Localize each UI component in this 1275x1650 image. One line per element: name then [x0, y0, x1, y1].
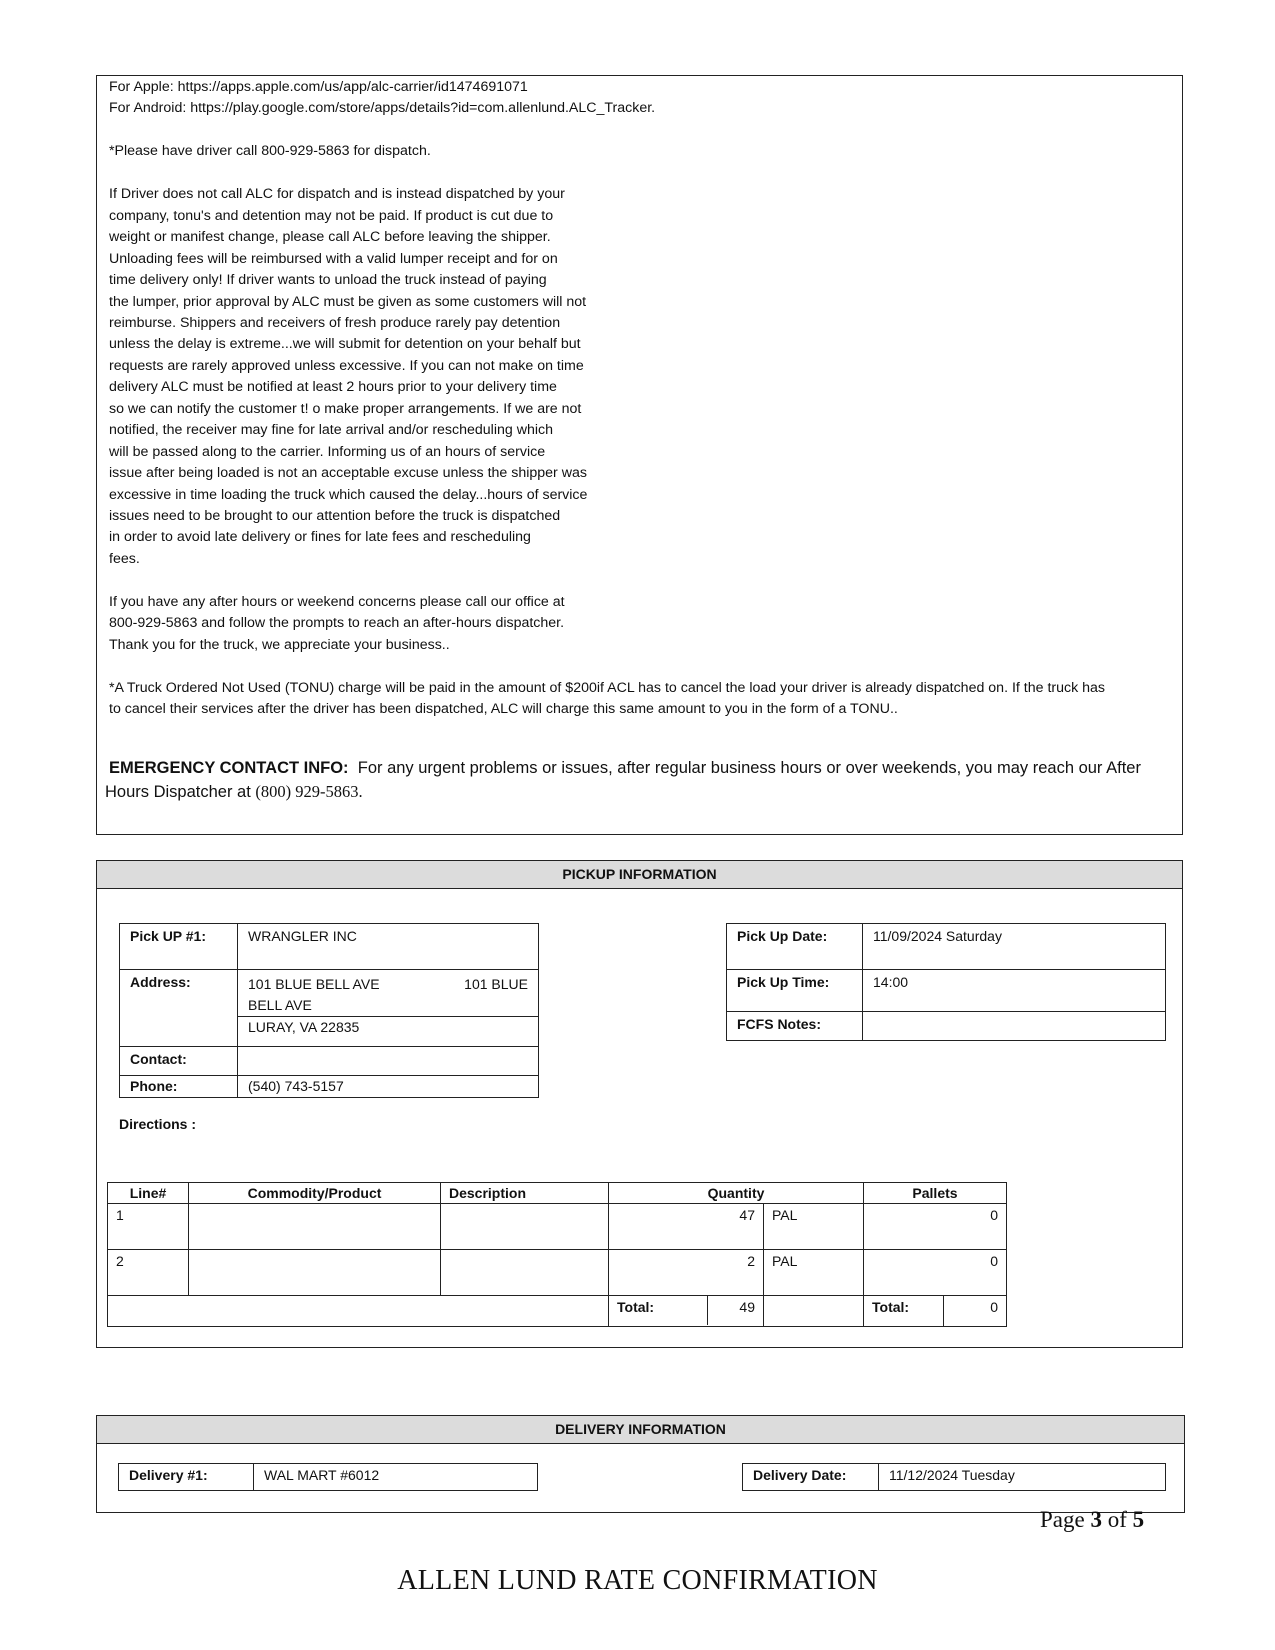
emergency-text-2: Hours Dispatcher at — [105, 783, 251, 801]
page-prefix: Page — [1040, 1507, 1085, 1532]
notes-line: *Please have driver call 800-929-5863 for dispatch. — [109, 143, 431, 160]
col-quantity: Quantity — [609, 1183, 864, 1204]
address-city: LURAY, VA 22835 — [238, 1017, 539, 1047]
address-value — [238, 970, 539, 1017]
fcfs-value — [863, 1012, 1166, 1041]
notes-line: For Apple: https://apps.apple.com/us/app/alc-carrier/id1474691071 — [109, 79, 528, 95]
page-of: of — [1107, 1507, 1127, 1532]
pickup-schedule-table — [726, 923, 1166, 1041]
directions-label: Directions : — [119, 1116, 197, 1132]
notes-line: notified, the receiver may fine for late arrival and/or rescheduling which — [109, 422, 553, 439]
notes-line: requests are rarely approved unless excessive. If you can not make on time — [109, 357, 584, 374]
col-description: Description — [441, 1183, 609, 1204]
notes-line: weight or manifest change, please call ALC before leaving the shipper. — [109, 229, 551, 246]
pickup-section — [96, 860, 1183, 1348]
emergency-contact-line-1 — [109, 757, 1141, 779]
page-number — [1040, 1507, 1144, 1533]
item-qty: 47 — [609, 1204, 764, 1250]
page-total: 5 — [1132, 1507, 1145, 1532]
total-pallets-label: Total: — [864, 1296, 944, 1327]
pickup-value: WRANGLER INC — [238, 924, 539, 970]
delivery-header: DELIVERY INFORMATION — [97, 1416, 1184, 1444]
address-line2: BELL AVE — [248, 997, 312, 1013]
notes-line: the lumper, prior approval by ALC must be given as some customers will not — [109, 293, 587, 310]
delivery-section — [96, 1415, 1185, 1513]
emergency-label: EMERGENCY CONTACT INFO: — [109, 759, 349, 777]
emergency-phone: (800) 929-5863. — [255, 782, 363, 801]
notes-line: to cancel their services after the driver has been dispatched, ALC will charge this same amount to you in the form of a TONU.. — [109, 701, 898, 718]
total-qty-value: 49 — [739, 1299, 755, 1315]
pickup-date-label: Pick Up Date: — [727, 924, 863, 970]
document-title: ALLEN LUND RATE CONFIRMATION — [397, 1565, 878, 1596]
delivery-schedule-table — [742, 1463, 1166, 1491]
pickup-date-value: 11/09/2024 Saturday — [863, 924, 1166, 970]
pickup-header: PICKUP INFORMATION — [97, 861, 1182, 889]
notes-line: unless the delay is extreme...we will submit for detention on your behalf but — [109, 336, 581, 353]
page-current: 3 — [1090, 1507, 1102, 1532]
item-qty: 2 — [609, 1250, 764, 1296]
delivery-location-table — [118, 1463, 538, 1491]
item-line: 2 — [108, 1250, 189, 1296]
pickup-label: Pick UP #1: — [120, 924, 238, 970]
address-line1: 101 BLUE BELL AVE — [248, 976, 380, 992]
delivery-value: WAL MART #6012 — [254, 1464, 538, 1491]
item-commodity — [189, 1204, 441, 1250]
notes-line: company, tonu's and detention may not be paid. If product is cut due to — [109, 207, 554, 224]
notes-line: fees. — [109, 550, 140, 567]
pickup-location-table — [119, 923, 539, 1098]
emergency-contact-line-2 — [105, 781, 363, 803]
notes-line: 800-929-5863 and follow the prompts to reach an after-hours dispatcher. — [109, 615, 565, 632]
col-pallets: Pallets — [864, 1183, 1007, 1204]
item-line: 1 — [108, 1204, 189, 1250]
totals-spacer — [108, 1296, 609, 1327]
notes-line: issues need to be brought to our attention before the truck is dispatched — [109, 508, 561, 524]
notes-line: *A Truck Ordered Not Used (TONU) charge will be paid in the amount of $200if ACL has to cancel the load your driver is already dispatched on. If the truck has — [109, 679, 1106, 696]
delivery-label: Delivery #1: — [119, 1464, 254, 1491]
delivery-date-value: 11/12/2024 Tuesday — [879, 1464, 1166, 1491]
item-description — [441, 1204, 609, 1250]
contact-value — [238, 1047, 539, 1076]
notes-line: time delivery only! If driver wants to unload the truck instead of paying — [109, 272, 547, 289]
notes-line: so we can notify the customer t! o make proper arrangements. If we are not — [109, 400, 582, 417]
emergency-text: For any urgent problems or issues, after regular business hours or over weekends, you may reach our After — [357, 759, 1141, 777]
notes-line: in order to avoid late delivery or fines for late fees and rescheduling — [109, 529, 531, 546]
item-unit: PAL — [764, 1250, 864, 1296]
totals-row — [108, 1296, 1007, 1327]
notes-line: If you have any after hours or weekend concerns please call our office at — [109, 593, 565, 610]
total-unit-spacer — [764, 1296, 864, 1327]
pickup-time-label: Pick Up Time: — [727, 970, 863, 1012]
item-description — [441, 1250, 609, 1296]
col-commodity: Commodity/Product — [189, 1183, 441, 1204]
item-pallets: 0 — [864, 1204, 1007, 1250]
phone-value: (540) 743-5157 — [238, 1076, 539, 1098]
table-row — [108, 1204, 1007, 1250]
contact-label: Contact: — [120, 1047, 238, 1076]
total-pallets-value: 0 — [944, 1296, 1007, 1327]
total-qty-label: Total: — [609, 1296, 708, 1325]
phone-label: Phone: — [120, 1076, 238, 1098]
item-unit: PAL — [764, 1204, 864, 1250]
carrier-notes-box — [96, 75, 1183, 835]
item-commodity — [189, 1250, 441, 1296]
table-row — [108, 1250, 1007, 1296]
delivery-date-label: Delivery Date: — [743, 1464, 879, 1491]
address-city-spacer — [120, 1017, 238, 1047]
address-label: Address: — [120, 970, 238, 1017]
notes-line: issue after being loaded is not an acceptable excuse unless the shipper was — [109, 465, 587, 482]
total-qty-cell — [609, 1296, 764, 1327]
notes-line: Thank you for the truck, we appreciate your business.. — [109, 636, 450, 653]
item-pallets: 0 — [864, 1250, 1007, 1296]
notes-line: will be passed along to the carrier. Informing us of an hours of service — [109, 443, 546, 460]
pickup-time-value: 14:00 — [863, 970, 1166, 1012]
notes-line: reimburse. Shippers and receivers of fresh produce rarely pay detention — [109, 314, 561, 331]
notes-line: For Android: https://play.google.com/store/apps/details?id=com.allenlund.ALC_Tracker. — [109, 100, 656, 117]
notes-line: Unloading fees will be reimbursed with a valid lumper receipt and for on — [109, 250, 558, 267]
fcfs-label: FCFS Notes: — [727, 1012, 863, 1041]
commodity-table — [107, 1182, 1007, 1327]
address-line1b: 101 BLUE — [464, 976, 528, 992]
col-line: Line# — [108, 1183, 189, 1204]
notes-line: If Driver does not call ALC for dispatch and is instead dispatched by your — [109, 186, 565, 203]
notes-line: excessive in time loading the truck which caused the delay...hours of service — [109, 486, 588, 503]
notes-line: delivery ALC must be notified at least 2 hours prior to your delivery time — [109, 379, 557, 396]
